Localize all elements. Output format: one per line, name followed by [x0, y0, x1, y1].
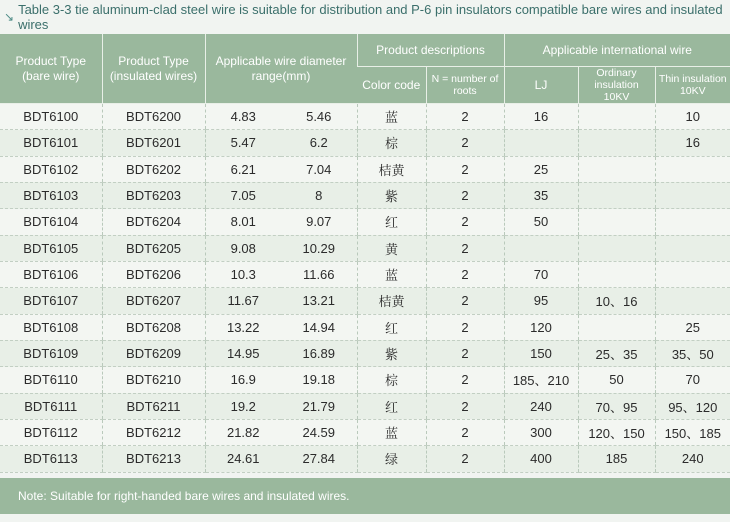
cell-color-code: 红	[357, 314, 426, 340]
cell-color-code: 绿	[357, 446, 426, 472]
cell-color-code: 桔黄	[357, 288, 426, 314]
cell-lj	[504, 235, 578, 261]
cell-diameter-max: 21.79	[281, 393, 357, 419]
cell-lj: 35	[504, 182, 578, 208]
cell-diameter-max: 6.2	[281, 130, 357, 156]
cell-color-code: 蓝	[357, 419, 426, 445]
cell-ordinary-insulation	[578, 104, 655, 130]
cell-ordinary-insulation: 185	[578, 446, 655, 472]
cell-diameter-min: 24.61	[205, 446, 281, 472]
cell-n-roots: 2	[426, 182, 504, 208]
header-n-roots: N = number of roots	[426, 67, 504, 104]
header-ordinary-insulation: Ordinary insulation 10KV	[578, 67, 655, 104]
table-row	[0, 235, 730, 261]
cell-n-roots: 2	[426, 446, 504, 472]
cell-bare-type: BDT6102	[0, 156, 102, 182]
cell-lj: 50	[504, 209, 578, 235]
table-row	[0, 209, 730, 235]
header-lj: LJ	[504, 67, 578, 104]
cell-thin-insulation	[655, 156, 730, 182]
cell-n-roots: 2	[426, 288, 504, 314]
cell-thin-insulation: 10	[655, 104, 730, 130]
cell-n-roots: 2	[426, 209, 504, 235]
cell-n-roots: 2	[426, 261, 504, 287]
caption-text: Table 3-3 tie aluminum-clad steel wire is suitable for distribution and P-6 pin insulators compatible bare wires and insulated wires	[18, 2, 723, 32]
cell-thin-insulation: 95、120	[655, 393, 730, 419]
table-row	[0, 367, 730, 393]
cell-lj: 16	[504, 104, 578, 130]
cell-thin-insulation	[655, 182, 730, 208]
header-product-type-insulated: Product Type (insulated wires)	[102, 34, 205, 104]
header-diameter-range: Applicable wire diameter range(mm)	[205, 34, 357, 104]
header-color-code: Color code	[357, 67, 426, 104]
cell-n-roots: 2	[426, 235, 504, 261]
cell-diameter-min: 19.2	[205, 393, 281, 419]
table-row	[0, 419, 730, 445]
cell-thin-insulation: 70	[655, 367, 730, 393]
cell-thin-insulation: 25	[655, 314, 730, 340]
cell-thin-insulation	[655, 209, 730, 235]
cell-ordinary-insulation	[578, 156, 655, 182]
cell-ordinary-insulation	[578, 314, 655, 340]
cell-ordinary-insulation: 70、95	[578, 393, 655, 419]
cell-thin-insulation: 240	[655, 446, 730, 472]
cell-insulated-type: BDT6204	[102, 209, 205, 235]
cell-lj: 300	[504, 419, 578, 445]
cell-insulated-type: BDT6206	[102, 261, 205, 287]
cell-diameter-max: 9.07	[281, 209, 357, 235]
cell-insulated-type: BDT6209	[102, 340, 205, 366]
cell-diameter-max: 24.59	[281, 419, 357, 445]
table-row	[0, 182, 730, 208]
table-caption	[0, 0, 730, 34]
cell-insulated-type: BDT6200	[102, 104, 205, 130]
cell-n-roots: 2	[426, 419, 504, 445]
cell-diameter-min: 7.05	[205, 182, 281, 208]
cell-insulated-type: BDT6211	[102, 393, 205, 419]
cell-diameter-min: 14.95	[205, 340, 281, 366]
cell-diameter-max: 11.66	[281, 261, 357, 287]
cell-insulated-type: BDT6203	[102, 182, 205, 208]
cell-ordinary-insulation: 120、150	[578, 419, 655, 445]
cell-diameter-max: 8	[281, 182, 357, 208]
cell-color-code: 紫	[357, 182, 426, 208]
cell-bare-type: BDT6110	[0, 367, 102, 393]
table-row	[0, 130, 730, 156]
header-intl-wire: Applicable international wire	[504, 34, 730, 67]
cell-insulated-type: BDT6202	[102, 156, 205, 182]
cell-thin-insulation	[655, 261, 730, 287]
spec-table	[0, 34, 730, 473]
cell-diameter-min: 13.22	[205, 314, 281, 340]
cell-lj: 120	[504, 314, 578, 340]
cell-lj: 25	[504, 156, 578, 182]
cell-diameter-min: 4.83	[205, 104, 281, 130]
table-row	[0, 261, 730, 287]
header-product-descriptions: Product descriptions	[357, 34, 504, 67]
table-row	[0, 446, 730, 472]
table-row	[0, 314, 730, 340]
cell-lj: 240	[504, 393, 578, 419]
cell-lj: 185、210	[504, 367, 578, 393]
cell-bare-type: BDT6113	[0, 446, 102, 472]
cell-n-roots: 2	[426, 104, 504, 130]
cell-lj: 95	[504, 288, 578, 314]
header-product-type-bare: Product Type (bare wire)	[0, 34, 102, 104]
cell-color-code: 红	[357, 209, 426, 235]
cell-diameter-max: 14.94	[281, 314, 357, 340]
cell-bare-type: BDT6109	[0, 340, 102, 366]
cell-color-code: 蓝	[357, 261, 426, 287]
cell-color-code: 紫	[357, 340, 426, 366]
cell-bare-type: BDT6107	[0, 288, 102, 314]
cell-diameter-min: 8.01	[205, 209, 281, 235]
cell-ordinary-insulation	[578, 235, 655, 261]
cell-ordinary-insulation	[578, 261, 655, 287]
cell-diameter-min: 6.21	[205, 156, 281, 182]
cell-insulated-type: BDT6213	[102, 446, 205, 472]
cell-ordinary-insulation	[578, 182, 655, 208]
cell-n-roots: 2	[426, 367, 504, 393]
cell-diameter-min: 10.3	[205, 261, 281, 287]
cell-thin-insulation: 35、50	[655, 340, 730, 366]
table-row	[0, 340, 730, 366]
cell-bare-type: BDT6100	[0, 104, 102, 130]
cell-n-roots: 2	[426, 314, 504, 340]
cell-diameter-max: 13.21	[281, 288, 357, 314]
cell-bare-type: BDT6101	[0, 130, 102, 156]
table-row	[0, 156, 730, 182]
cell-diameter-max: 27.84	[281, 446, 357, 472]
cell-n-roots: 2	[426, 340, 504, 366]
cell-diameter-min: 9.08	[205, 235, 281, 261]
cell-bare-type: BDT6106	[0, 261, 102, 287]
cell-insulated-type: BDT6208	[102, 314, 205, 340]
cell-n-roots: 2	[426, 156, 504, 182]
cell-ordinary-insulation: 10、16	[578, 288, 655, 314]
cell-insulated-type: BDT6212	[102, 419, 205, 445]
cell-color-code: 棕	[357, 367, 426, 393]
header-thin-insulation: Thin insulation 10KV	[655, 67, 730, 104]
cell-ordinary-insulation: 25、35	[578, 340, 655, 366]
cell-diameter-min: 11.67	[205, 288, 281, 314]
cell-insulated-type: BDT6205	[102, 235, 205, 261]
cell-color-code: 棕	[357, 130, 426, 156]
cell-bare-type: BDT6108	[0, 314, 102, 340]
cell-insulated-type: BDT6207	[102, 288, 205, 314]
cell-lj: 150	[504, 340, 578, 366]
cell-bare-type: BDT6111	[0, 393, 102, 419]
cell-n-roots: 2	[426, 393, 504, 419]
cell-insulated-type: BDT6210	[102, 367, 205, 393]
cell-ordinary-insulation: 50	[578, 367, 655, 393]
cell-color-code: 蓝	[357, 104, 426, 130]
cell-bare-type: BDT6105	[0, 235, 102, 261]
table-row	[0, 393, 730, 419]
cell-thin-insulation: 150、185	[655, 419, 730, 445]
cell-lj: 70	[504, 261, 578, 287]
cell-thin-insulation: 16	[655, 130, 730, 156]
table-row	[0, 104, 730, 130]
cell-thin-insulation	[655, 235, 730, 261]
cell-n-roots: 2	[426, 130, 504, 156]
cell-color-code: 红	[357, 393, 426, 419]
cell-diameter-min: 21.82	[205, 419, 281, 445]
cell-bare-type: BDT6104	[0, 209, 102, 235]
cell-diameter-max: 16.89	[281, 340, 357, 366]
table-body	[0, 104, 730, 473]
cell-diameter-max: 5.46	[281, 104, 357, 130]
cell-insulated-type: BDT6201	[102, 130, 205, 156]
cell-color-code: 桔黄	[357, 156, 426, 182]
cell-lj	[504, 130, 578, 156]
cell-lj: 400	[504, 446, 578, 472]
cell-diameter-min: 5.47	[205, 130, 281, 156]
cell-bare-type: BDT6103	[0, 182, 102, 208]
cell-ordinary-insulation	[578, 209, 655, 235]
cell-diameter-max: 7.04	[281, 156, 357, 182]
cell-bare-type: BDT6112	[0, 419, 102, 445]
table-row	[0, 288, 730, 314]
arrow-icon: ↘	[4, 10, 15, 24]
cell-ordinary-insulation	[578, 130, 655, 156]
cell-diameter-min: 16.9	[205, 367, 281, 393]
cell-color-code: 黄	[357, 235, 426, 261]
cell-thin-insulation	[655, 288, 730, 314]
cell-diameter-max: 19.18	[281, 367, 357, 393]
cell-diameter-max: 10.29	[281, 235, 357, 261]
table-note: Note: Suitable for right-handed bare wires and insulated wires.	[0, 478, 730, 514]
